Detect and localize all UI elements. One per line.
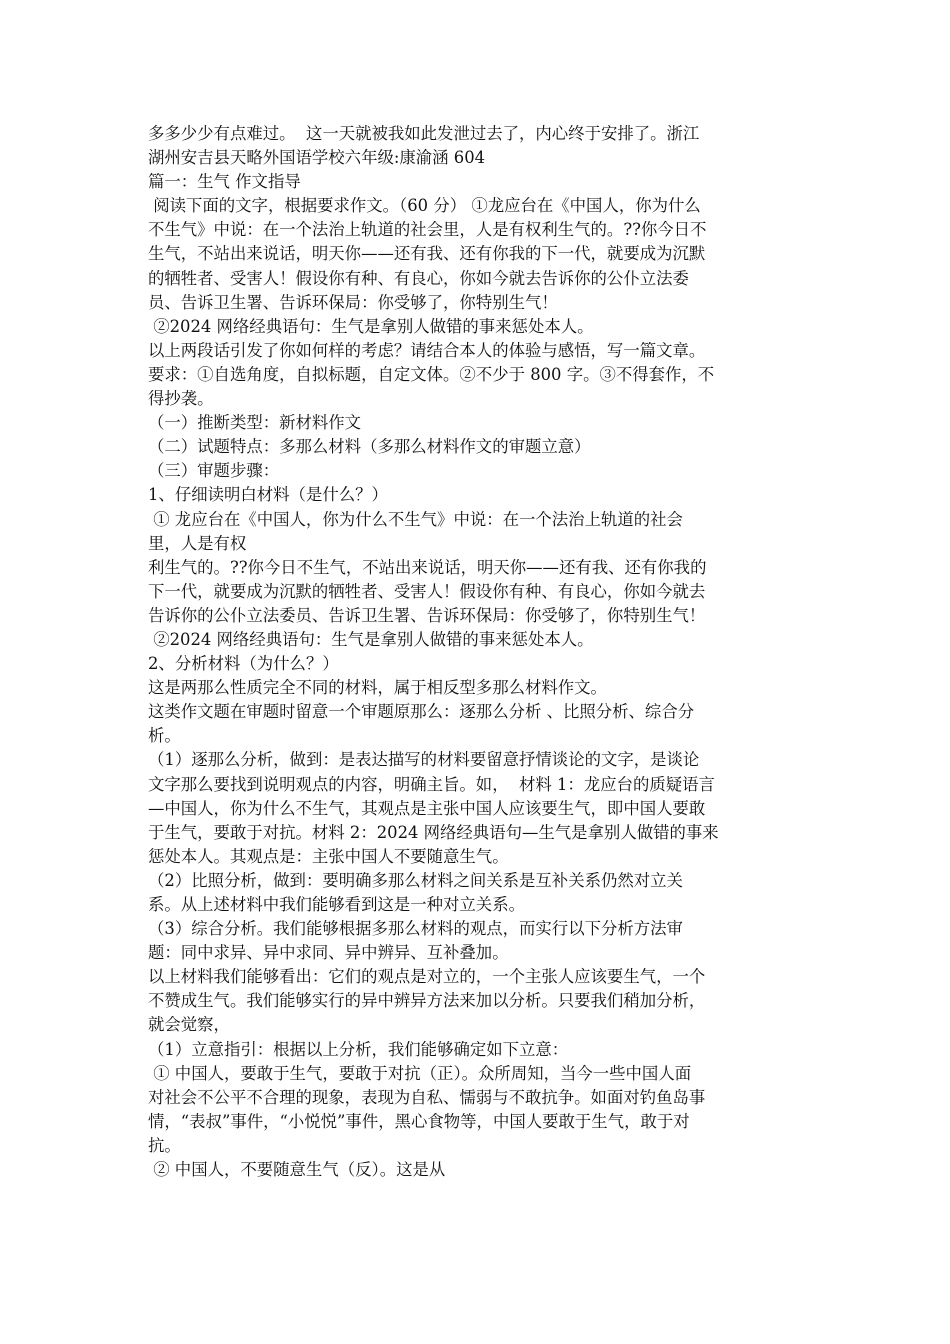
text-line: 惩处本人。其观点是：主张中国人不要随意生气。 bbox=[148, 846, 509, 866]
text-line: 下一代，就要成为沉默的牺牲者、受害人！假设你有种、有良心，你如今就去 bbox=[148, 581, 706, 601]
text-line: 得抄袭。 bbox=[148, 389, 214, 409]
text-line: 对社会不公平不合理的现象，表现为自私、懦弱与不敢抗争。如面对钓鱼岛事 bbox=[148, 1087, 706, 1107]
text-line: ②2024 网络经典语句：生气是拿别人做错的事来惩处本人。 bbox=[148, 316, 594, 336]
text-line: （3）综合分析。我们能够根据多那么材料的观点，而实行以下分析方法审 bbox=[148, 919, 683, 939]
text-line: 以上材料我们能够看出：它们的观点是对立的，一个主张人应该要生气，一个 bbox=[148, 967, 706, 987]
text-line: 析。 bbox=[148, 726, 181, 746]
text-line: 的牺牲者、受害人！假设你有种、有良心，你如今就去告诉你的公仆立法委 bbox=[148, 268, 689, 288]
text-line: （三）审题步骤： bbox=[148, 461, 280, 481]
text-line: （2）比照分析，做到：要明确多那么材料之间关系是互补关系仍然对立关 bbox=[148, 870, 683, 890]
document-body bbox=[148, 122, 808, 1182]
text-line: 2、分析材料（为什么？） bbox=[148, 654, 339, 674]
text-line: 1、仔细读明白材料（是什么？） bbox=[148, 485, 388, 505]
text-line: （一）推断类型：新材料作文 bbox=[148, 413, 362, 433]
text-line: 就会觉察， bbox=[148, 1015, 230, 1035]
text-line: 抗。 bbox=[148, 1135, 181, 1155]
text-line: （二）试题特点：多那么材料（多那么材料作文的审题立意） bbox=[148, 437, 591, 457]
text-line: 不赞成生气。我们能够实行的异中辨异方法来加以分析。只要我们稍加分析， bbox=[148, 991, 706, 1011]
text-line: 这类作文题在审题时留意一个审题原那么：逐那么分析 、比照分析、综合分 bbox=[148, 702, 695, 722]
text-line: 这是两那么性质完全不同的材料，属于相反型多那么材料作文。 bbox=[148, 678, 607, 698]
text-line: 以上两段话引发了你如何样的考虑？请结合本人的体验与感悟，写一篇文章。 bbox=[148, 340, 706, 360]
text-line: （1）逐那么分析，做到：是表达描写的材料要留意抒情谈论的文字，是谈论 bbox=[148, 750, 700, 770]
text-line: 系。从上述材料中我们能够看到这是一种对立关系。 bbox=[148, 895, 525, 914]
text-line: 阅读下面的文字，根据要求作文。（60 分） ①龙应台在《中国人，你为什么 bbox=[148, 196, 701, 216]
text-line: ② 中国人，不要随意生气（反）。这是从 bbox=[148, 1160, 446, 1180]
text-line: 题：同中求异、异中求同、异中辨异、互补叠加。 bbox=[148, 943, 509, 963]
text-line: 利生气的。??你今日不生气，不站出来说话，明天你——还有我、还有你我的 bbox=[148, 557, 707, 577]
section-heading: 篇一：生气 作文指导 bbox=[148, 172, 301, 192]
text-line: ① 中国人，要敢于生气，要敢于对抗（正）。众所周知，当今一些中国人面 bbox=[148, 1063, 692, 1083]
text-line: ②2024 网络经典语句：生气是拿别人做错的事来惩处本人。 bbox=[148, 629, 594, 649]
text-line: 告诉你的公仆立法委员、告诉卫生署、告诉环保局：你受够了，你特别生气！ bbox=[148, 605, 706, 625]
text-line: 里，人是有权 bbox=[148, 533, 247, 553]
text-line: 于生气，要敢于对抗。材料 2：2024 网络经典语句—生气是拿别人做错的事来 bbox=[148, 822, 719, 842]
text-line: 要求：①自选角度，自拟标题，自定文体。②不少于 800 字。③不得套作，不 bbox=[148, 364, 715, 384]
text-line: —中国人，你为什么不生气，其观点是主张中国人应该要生气，即中国人要敢 bbox=[148, 798, 706, 818]
text-line: （1）立意指引：根据以上分析，我们能够确定如下立意： bbox=[148, 1039, 569, 1059]
text-line: 情，“表叔”事件，“小悦悦”事件，黑心食物等，中国人要敢于生气，敢于对 bbox=[148, 1111, 690, 1131]
text-line: 员、告诉卫生署、告诉环保局：你受够了，你特别生气！ bbox=[148, 292, 558, 312]
text-line: ① 龙应台在《中国人，你为什么不生气》中说：在一个法治上轨道的社会 bbox=[148, 509, 683, 529]
text-line: 生气，不站出来说话，明天你——还有我、还有你我的下一代，就要成为沉默 bbox=[148, 244, 706, 264]
text-line: 文字那么要找到说明观点的内容，明确主旨。如， 材料 1：龙应台的质疑语言 bbox=[148, 774, 715, 794]
text-line: 湖州安吉县天略外国语学校六年级:康渝涵 604 bbox=[148, 148, 486, 168]
text-line: 多多少少有点难过。 这一天就被我如此发泄过去了，内心终于安排了。浙江 bbox=[148, 124, 700, 143]
text-line: 不生气》中说：在一个法治上轨道的社会里，人是有权利生气的。??你今日不 bbox=[148, 220, 707, 240]
